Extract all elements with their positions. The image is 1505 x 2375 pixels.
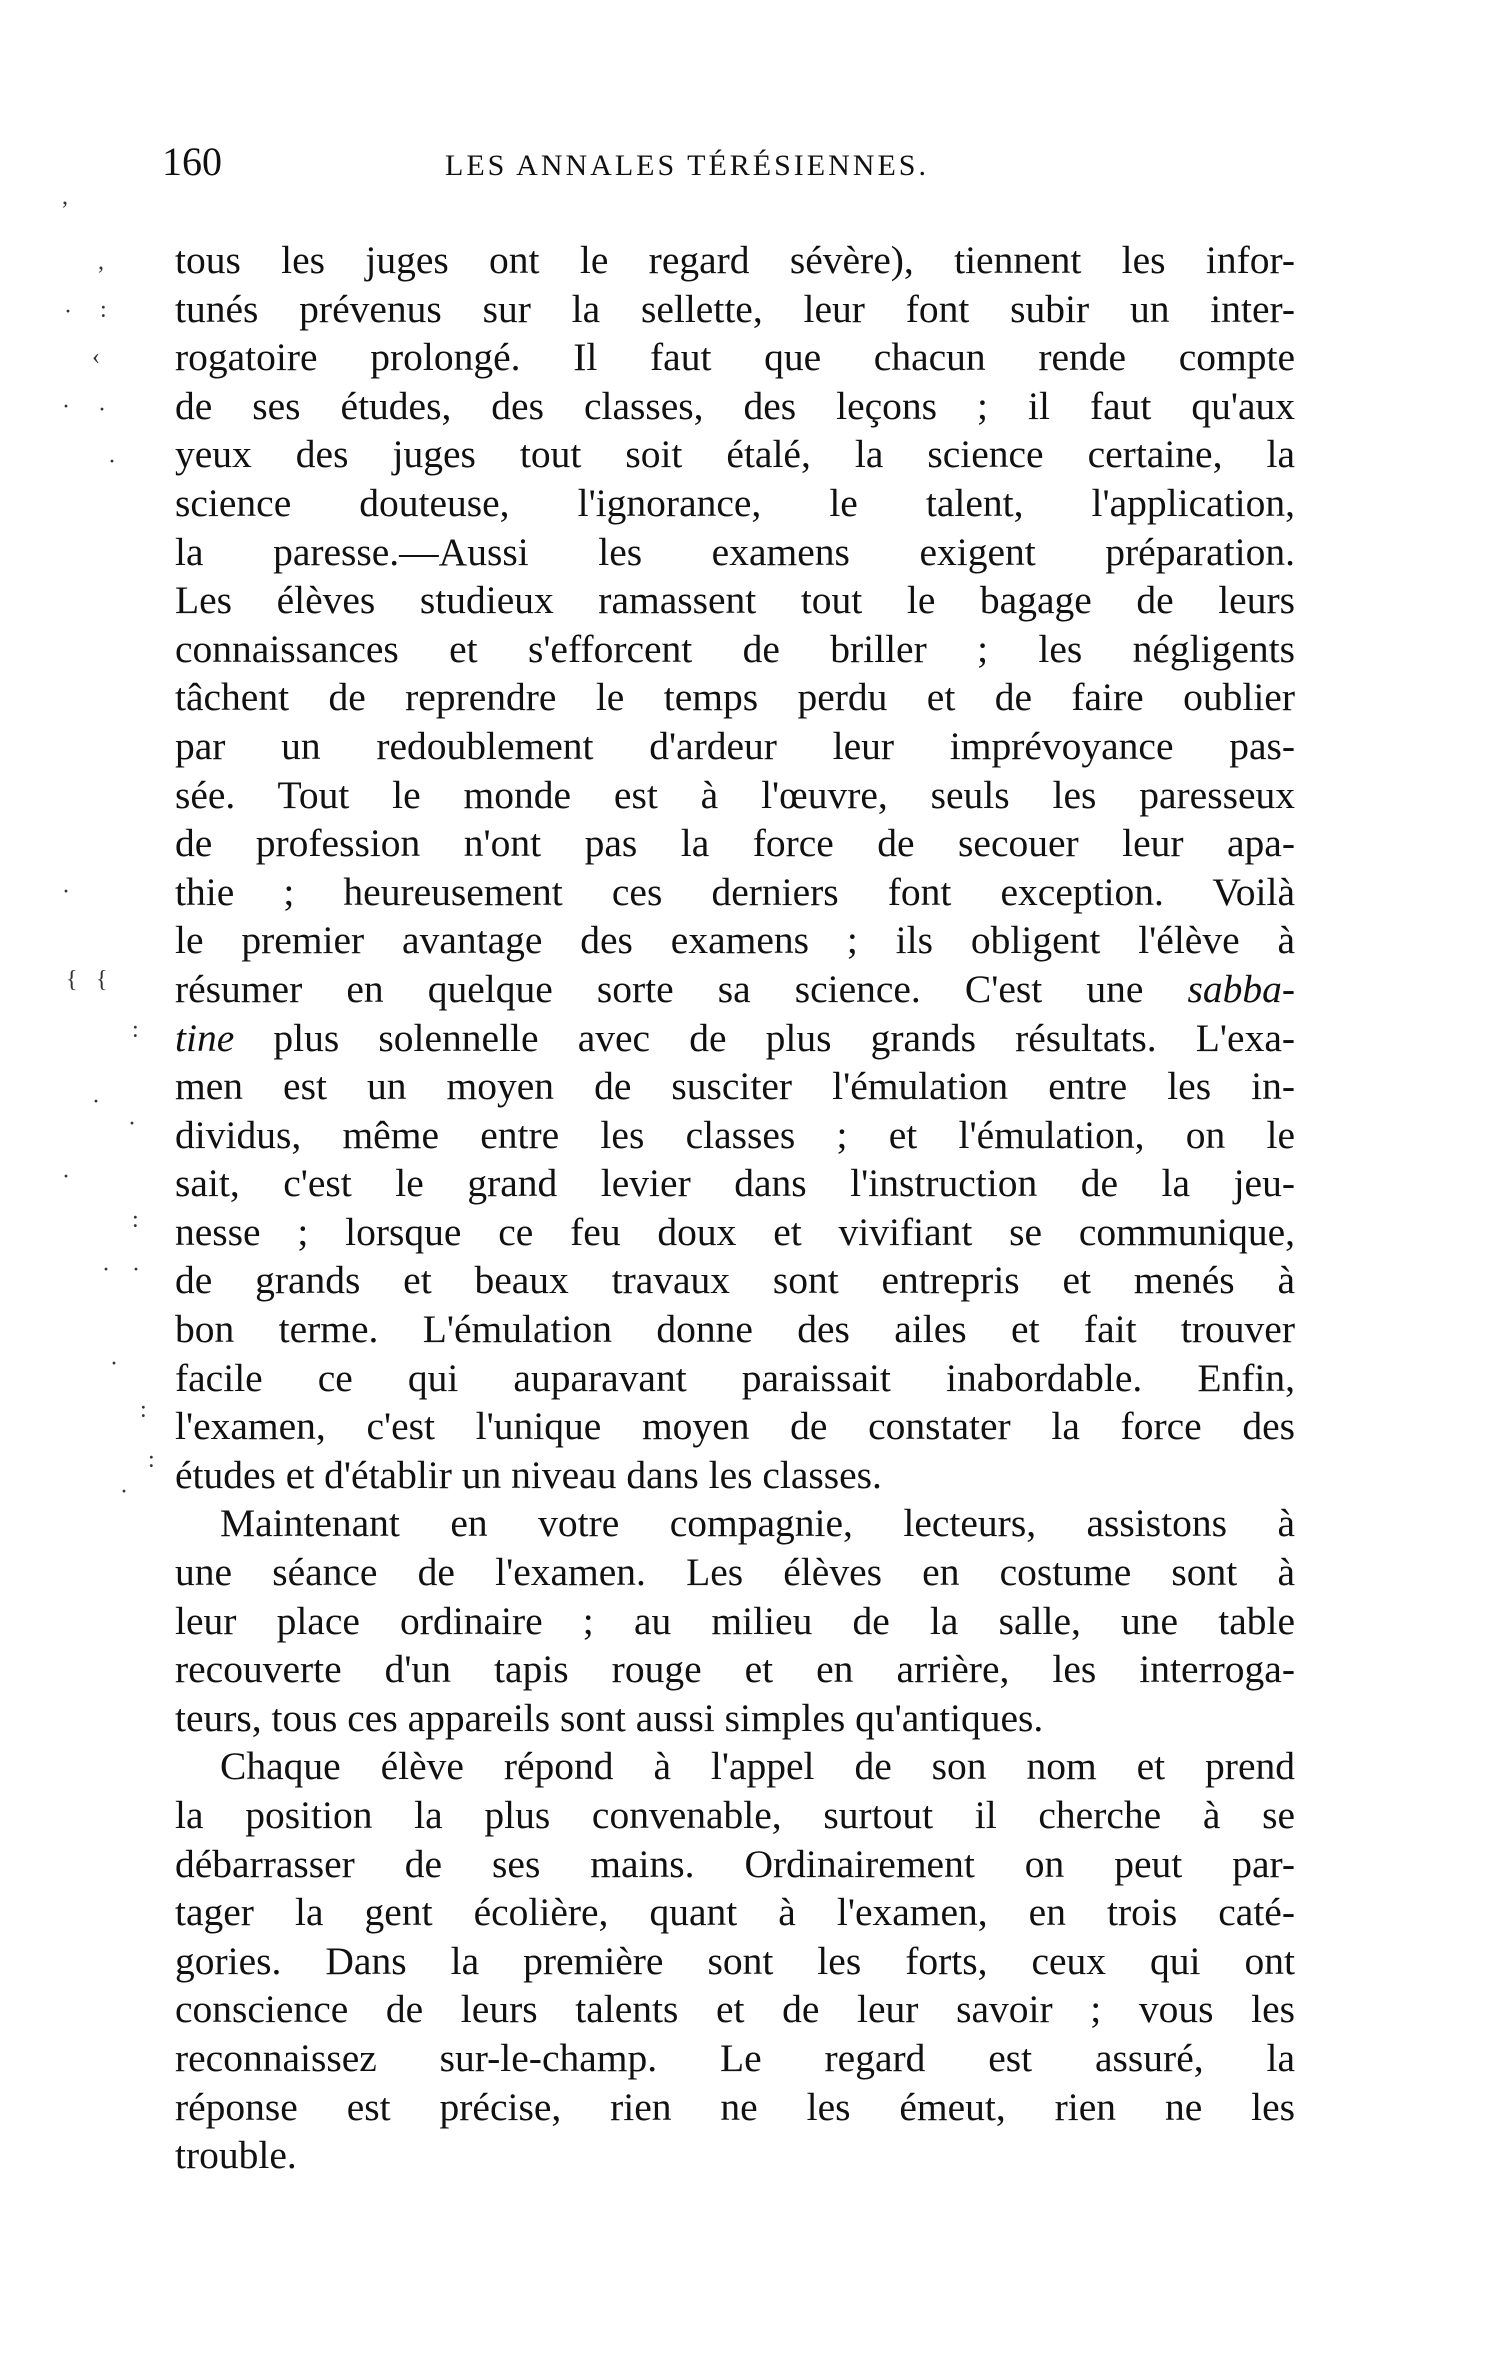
margin-mark: · — [120, 1479, 128, 1505]
text-line: bon terme. L'émulation donne des ailes et fait trouver — [175, 1307, 1295, 1352]
text-line: de profession n'ont pas la force de secouer leur apa- — [175, 821, 1295, 866]
text-line: tâchent de reprendre le temps perdu et de faire oublier — [175, 675, 1295, 720]
running-head: LES ANNALES TÉRÉSIENNES. — [445, 149, 929, 182]
text-line: rogatoire prolongé. Il faut que chacun rende compte — [175, 335, 1295, 380]
text-line: tous les juges ont le regard sévère), tiennent les infor- — [175, 238, 1295, 282]
text-line: de ses études, des classes, des leçons ; il faut qu'aux — [175, 383, 1295, 428]
text-line-with-italic — [175, 1014, 1295, 1063]
text-line: la paresse.—Aussi les examens exigent préparation. — [175, 529, 1295, 574]
body-text — [175, 236, 1295, 2180]
text-line: recouverte d'un tapis rouge et en arrière, les interroga- — [175, 1647, 1295, 1692]
margin-mark: · — [62, 394, 70, 420]
text-line: trouble. — [175, 2133, 297, 2178]
margin-mark: { — [66, 967, 78, 993]
margin-mark: · — [110, 1351, 118, 1377]
text-segment: plus solennelle avec de plus grands résultats. L'exa- — [273, 1015, 1296, 1060]
text-line: par un redoublement d'ardeur leur imprévoyance pas- — [175, 723, 1295, 768]
text-line-with-italic — [175, 965, 1295, 1014]
text-line: facile ce qui auparavant paraissait inabordable. Enfin, — [175, 1355, 1295, 1400]
margin-mark: · — [92, 1089, 100, 1115]
text-line: thie ; heureusement ces derniers font exception. Voilà — [175, 869, 1295, 914]
margin-mark: : — [100, 297, 107, 323]
text-line: gories. Dans la première sont les forts, ceux qui ont — [175, 1938, 1295, 1983]
text-line: conscience de leurs talents et de leur savoir ; vous les — [175, 1987, 1295, 2032]
text-line: men est un moyen de susciter l'émulation entre les in- — [175, 1064, 1295, 1109]
margin-mark: { — [96, 967, 108, 993]
text-line: connaissances et s'efforcent de briller ; les négligents — [175, 626, 1295, 671]
margin-mark: · — [62, 1164, 70, 1190]
text-line: leur place ordinaire ; au milieu de la salle, une table — [175, 1598, 1295, 1643]
text-line: yeux des juges tout soit étalé, la science certaine, la — [175, 432, 1295, 477]
text-line: Les élèves studieux ramassent tout le bagage de leurs — [175, 578, 1295, 623]
margin-mark: : — [140, 1397, 147, 1423]
text-line: nesse ; lorsque ce feu doux et vivifiant se communique, — [175, 1209, 1295, 1254]
margin-mark: · — [98, 397, 106, 423]
margin-mark: · — [102, 1257, 110, 1283]
text-line: tunés prévenus sur la sellette, leur font subir un inter- — [175, 286, 1295, 331]
margin-mark: · — [132, 1257, 140, 1283]
margin-mark: : — [132, 1017, 139, 1043]
margin-mark: · — [128, 1111, 136, 1137]
text-line: études et d'établir un niveau dans les classes. — [175, 1452, 882, 1497]
text-line: sait, c'est le grand levier dans l'instruction de la jeu- — [175, 1161, 1295, 1206]
italic-word: tine — [175, 1015, 235, 1060]
italic-word: sabba- — [1187, 966, 1296, 1011]
margin-mark: : — [148, 1447, 155, 1473]
text-line: sée. Tout le monde est à l'œuvre, seuls les paresseux — [175, 772, 1295, 817]
text-segment: résumer en quelque sorte sa science. C'est une — [175, 966, 1144, 1011]
margin-mark: · — [62, 879, 70, 905]
margin-mark: : — [132, 1207, 139, 1233]
text-line: Chaque élève répond à l'appel de son nom et prend — [220, 1744, 1295, 1789]
margin-mark: , — [98, 249, 104, 275]
page-number: 160 — [162, 139, 222, 184]
margin-mark: , — [62, 184, 68, 210]
text-line: de grands et beaux travaux sont entrepris et menés à — [175, 1258, 1295, 1303]
margin-mark: ‹ — [92, 344, 100, 370]
text-line: science douteuse, l'ignorance, le talent, l'application, — [175, 480, 1295, 525]
text-line: la position la plus convenable, surtout il cherche à se — [175, 1793, 1295, 1837]
text-line: Maintenant en votre compagnie, lecteurs, assistons à — [220, 1501, 1295, 1546]
margin-mark: · — [64, 299, 72, 325]
text-line: une séance de l'examen. Les élèves en costume sont à — [175, 1550, 1295, 1595]
text-line: teurs, tous ces appareils sont aussi simples qu'antiques. — [175, 1695, 1044, 1740]
text-line: débarrasser de ses mains. Ordinairement on peut par- — [175, 1841, 1295, 1886]
text-line: le premier avantage des examens ; ils obligent l'élève à — [175, 918, 1295, 963]
text-line: reconnaissez sur-le-champ. Le regard est assuré, la — [175, 2035, 1295, 2080]
text-line: réponse est précise, rien ne les émeut, rien ne les — [175, 2084, 1295, 2129]
margin-mark: · — [108, 449, 116, 475]
text-line: tager la gent écolière, quant à l'examen, en trois caté- — [175, 1890, 1295, 1935]
text-line: dividus, même entre les classes ; et l'émulation, on le — [175, 1112, 1295, 1157]
text-line: l'examen, c'est l'unique moyen de constater la force des — [175, 1404, 1295, 1449]
